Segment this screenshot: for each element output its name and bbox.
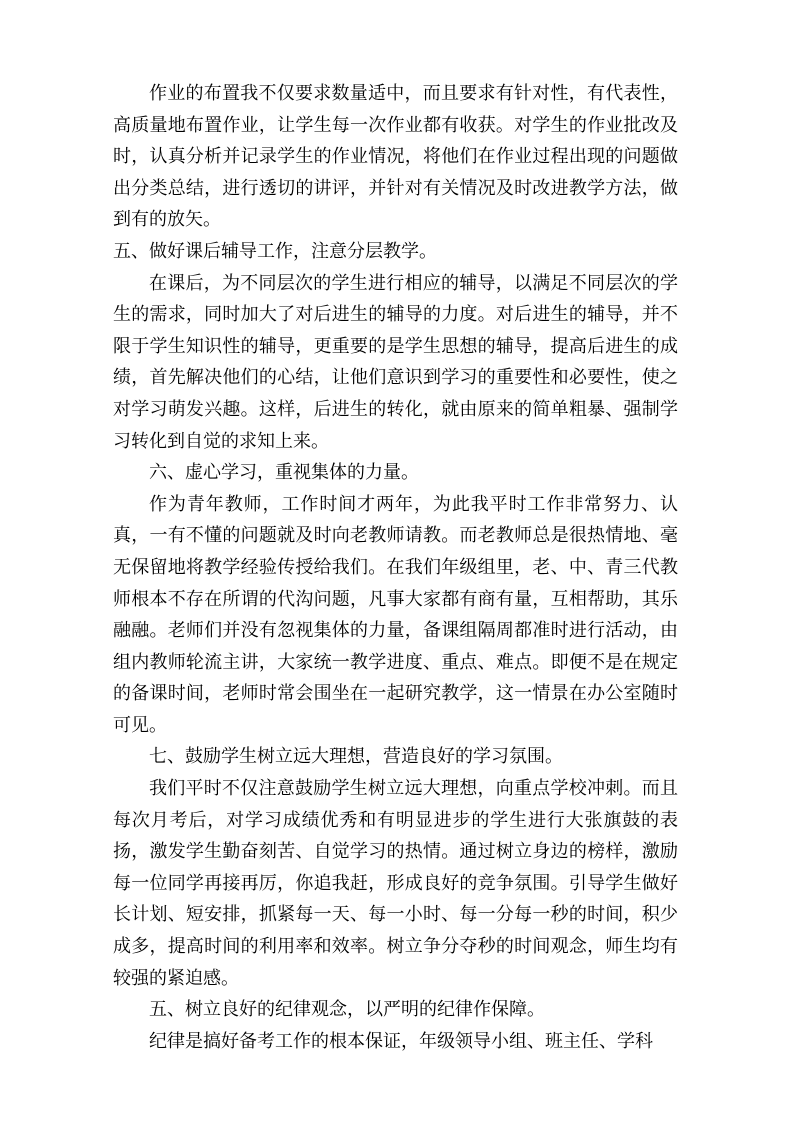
paragraph-tutoring: 在课后，为不同层次的学生进行相应的辅导，以满足不同层次的学生的需求，同时加大了对后进生的辅导的力度。对后进生的辅导，并不限于学生知识性的辅导，更重要的是学生思想的辅导，提高后进生的成绩，首先解决他们的心结，让他们意识到学习的重要性和必要性，使之对学习萌发兴趣。这样，后进生的转化，就由原来的简单粗暴、强制学习转化到自觉的求知上来。 bbox=[113, 272, 678, 452]
paragraph-ideals: 我们平时不仅注意鼓励学生树立远大理想，向重点学校冲刺。而且每次月考后，对学习成绩优秀和有明显进步的学生进行大张旗鼓的表扬，激发学生勤奋刻苦、自觉学习的热情。通过树立身边的榜样，激励每一位同学再接再厉，你追我赶，形成良好的竞争氛围。引导学生做好长计划、短安排，抓紧每一天、每一小时、每一分每一秒的时间，积少成多，提高时间的利用率和效率。树立争分夺秒的时间观念，师生均有较强的紧迫感。 bbox=[113, 778, 678, 989]
section-heading-discipline: 五、树立良好的纪律观念，以严明的纪律作保障。 bbox=[149, 999, 545, 1021]
section-heading-learning: 六、虚心学习，重视集体的力量。 bbox=[149, 462, 419, 484]
paragraph-learning: 作为青年教师，工作时间才两年，为此我平时工作非常努力、认真，一有不懂的问题就及时向老教师请教。而老教师总是很热情地、毫无保留地将教学经验传授给我们。在我们年级组里，老、中、青三代教师根本不存在所谓的代沟问题，凡事大家都有商有量，互相帮助，其乐融融。老师们并没有忽视集体的力量，备课组隔周都准时进行活动，由组内教师轮流主讲，大家统一教学进度、重点、难点。即便不是在规定的备课时间，老师时常会围坐在一起研究教学，这一情景在办公室随时可见。 bbox=[113, 493, 678, 736]
section-heading-ideals: 七、鼓励学生树立远大理想，营造良好的学习氛围。 bbox=[149, 746, 563, 768]
paragraph-homework: 作业的布置我不仅要求数量适中，而且要求有针对性，有代表性，高质量地布置作业，让学生每一次作业都有收获。对学生的作业批改及时，认真分析并记录学生的作业情况，将他们在作业过程出现的问题做出分类总结，进行透切的讲评，并针对有关情况及时改进教学方法，做到有的放矢。 bbox=[113, 83, 678, 231]
section-heading-tutoring: 五、做好课后辅导工作，注意分层教学。 bbox=[113, 240, 437, 262]
document-body bbox=[113, 78, 678, 1057]
paragraph-discipline: 纪律是搞好备考工作的根本保证，年级领导小组、班主任、学科 bbox=[149, 1030, 653, 1052]
